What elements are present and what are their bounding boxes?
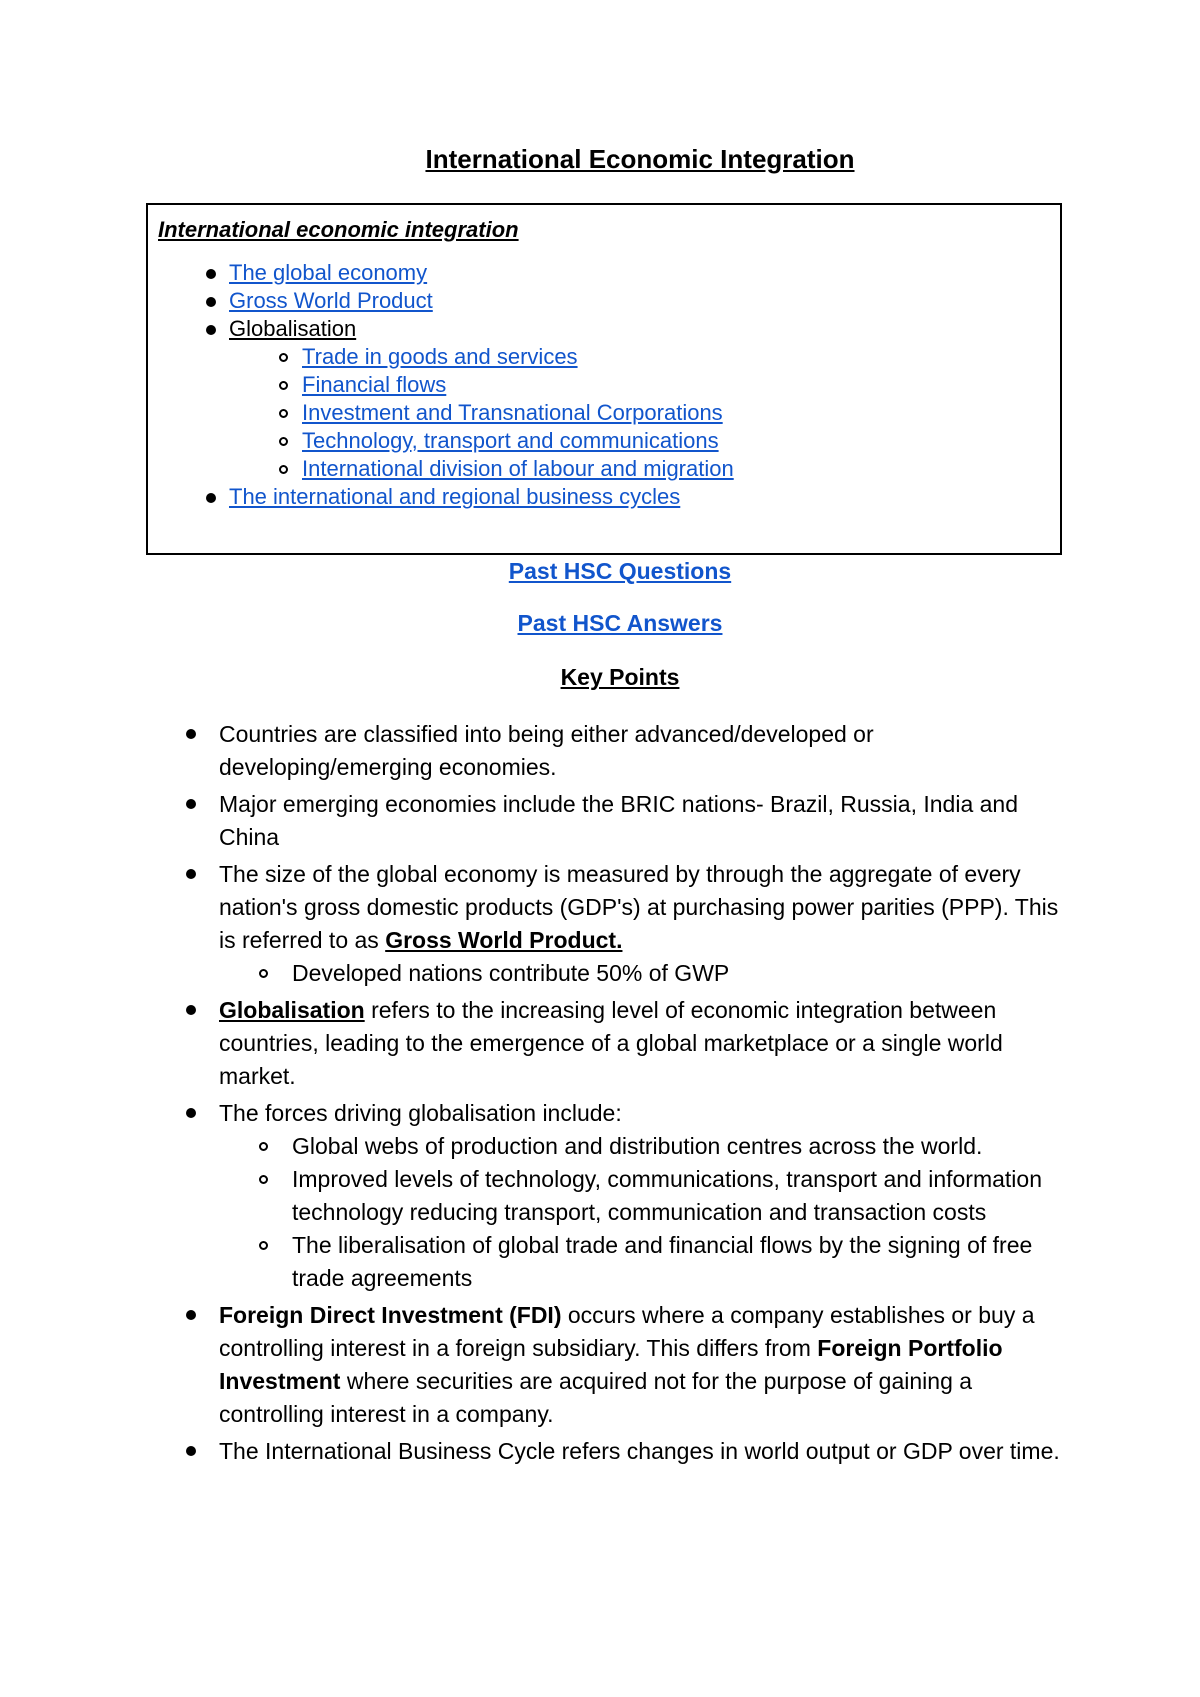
list-item: [146, 788, 1076, 854]
circle-bullet-icon: [279, 381, 288, 390]
circle-bullet-icon: [259, 1241, 268, 1250]
bullet-icon: [206, 493, 216, 503]
point-text: Countries are classified into being either advanced/developed or developing/emerging economies.: [219, 721, 874, 780]
list-item: [146, 994, 1076, 1093]
toc-sub-item: [158, 343, 1050, 371]
bullet-icon: [186, 1108, 196, 1118]
bullet-icon: [186, 799, 196, 809]
point-text: refers to the increasing level of economic integration between countries, leading to the emergence of a global marketplace or a single world market.: [219, 997, 1003, 1089]
circle-bullet-icon: [259, 1142, 268, 1151]
toc-label-globalisation: Globalisation: [229, 316, 357, 341]
toc-link-business-cycles[interactable]: The international and regional business cycles: [229, 484, 681, 509]
toc-sub-item: [158, 399, 1050, 427]
past-hsc-answers-link[interactable]: Past HSC Answers: [517, 610, 723, 636]
toc-sub-item: [158, 371, 1050, 399]
circle-bullet-icon: [279, 437, 288, 446]
sub-point-text: Improved levels of technology, communications, transport and information technology reducing transport, communication and transaction costs: [292, 1166, 1043, 1225]
toc-link-labour-migration[interactable]: International division of labour and migration: [302, 456, 734, 481]
bullet-icon: [186, 869, 196, 879]
list-item: [146, 718, 1076, 784]
sub-point-text: Global webs of production and distribution centres across the world.: [292, 1133, 983, 1159]
gross-world-product-term: Gross World Product.: [385, 927, 623, 953]
sub-list-item: [219, 957, 1076, 990]
bullet-icon: [206, 325, 216, 335]
sub-point-text: The liberalisation of global trade and financial flows by the signing of free trade agreements: [292, 1232, 1033, 1291]
globalisation-term: Globalisation: [219, 997, 365, 1023]
list-item: [146, 1435, 1076, 1468]
toc-link-financial-flows[interactable]: Financial flows: [302, 372, 447, 397]
toc-list: [158, 259, 1050, 511]
point-text: The forces driving globalisation include:: [219, 1100, 622, 1126]
key-points-heading: Key Points: [560, 664, 680, 690]
list-item: [146, 1299, 1076, 1431]
toc-heading: International economic integration: [158, 217, 519, 242]
sub-list-item: [219, 1163, 1076, 1229]
toc-item: [158, 259, 1050, 287]
sub-list: [219, 957, 1076, 990]
sub-list-item: [219, 1130, 1076, 1163]
table-of-contents: [146, 203, 1062, 555]
toc-sub-item: [158, 455, 1050, 483]
circle-bullet-icon: [279, 409, 288, 418]
sub-list-item: [219, 1229, 1076, 1295]
toc-link-technology[interactable]: Technology, transport and communications: [302, 428, 719, 453]
past-hsc-questions-link[interactable]: Past HSC Questions: [508, 558, 732, 584]
list-item: [146, 858, 1076, 990]
sub-point-text: Developed nations contribute 50% of GWP: [292, 960, 730, 986]
toc-item: [158, 315, 1050, 343]
toc-link-global-economy[interactable]: The global economy: [229, 260, 428, 285]
toc-link-trade[interactable]: Trade in goods and services: [302, 344, 578, 369]
circle-bullet-icon: [259, 1175, 268, 1184]
point-text: where securities are acquired not for the purpose of gaining a controlling interest in a company.: [219, 1368, 973, 1427]
fdi-term: Foreign Direct Investment (FDI): [219, 1302, 562, 1328]
key-points-list: [146, 718, 1076, 1472]
sub-list: [219, 1130, 1076, 1295]
bullet-icon: [186, 1310, 196, 1320]
toc-link-gross-world-product[interactable]: Gross World Product: [229, 288, 433, 313]
point-text: occurs where a company establishes or buy a controlling interest in a foreign subsidiary. This differs from: [219, 1302, 1035, 1361]
circle-bullet-icon: [279, 465, 288, 474]
circle-bullet-icon: [279, 353, 288, 362]
bullet-icon: [186, 1446, 196, 1456]
fpi-term: Foreign Portfolio Investment: [219, 1335, 1003, 1394]
bullet-icon: [186, 1005, 196, 1015]
bullet-icon: [206, 297, 216, 307]
bullet-icon: [186, 729, 196, 739]
toc-item: [158, 287, 1050, 315]
circle-bullet-icon: [259, 969, 268, 978]
toc-sub-item: [158, 427, 1050, 455]
toc-item: [158, 483, 1050, 511]
point-text: The size of the global economy is measured by through the aggregate of every nation's gross domestic products (GDP's) at purchasing power parities (PPP). This is referred to as: [219, 861, 1059, 953]
bullet-icon: [206, 269, 216, 279]
point-text: Major emerging economies include the BRIC nations- Brazil, Russia, India and China: [219, 791, 1019, 850]
list-item: [146, 1097, 1076, 1295]
page-title: International Economic Integration: [425, 144, 855, 174]
point-text: The International Business Cycle refers changes in world output or GDP over time.: [219, 1438, 1060, 1464]
toc-link-investment[interactable]: Investment and Transnational Corporations: [302, 400, 723, 425]
